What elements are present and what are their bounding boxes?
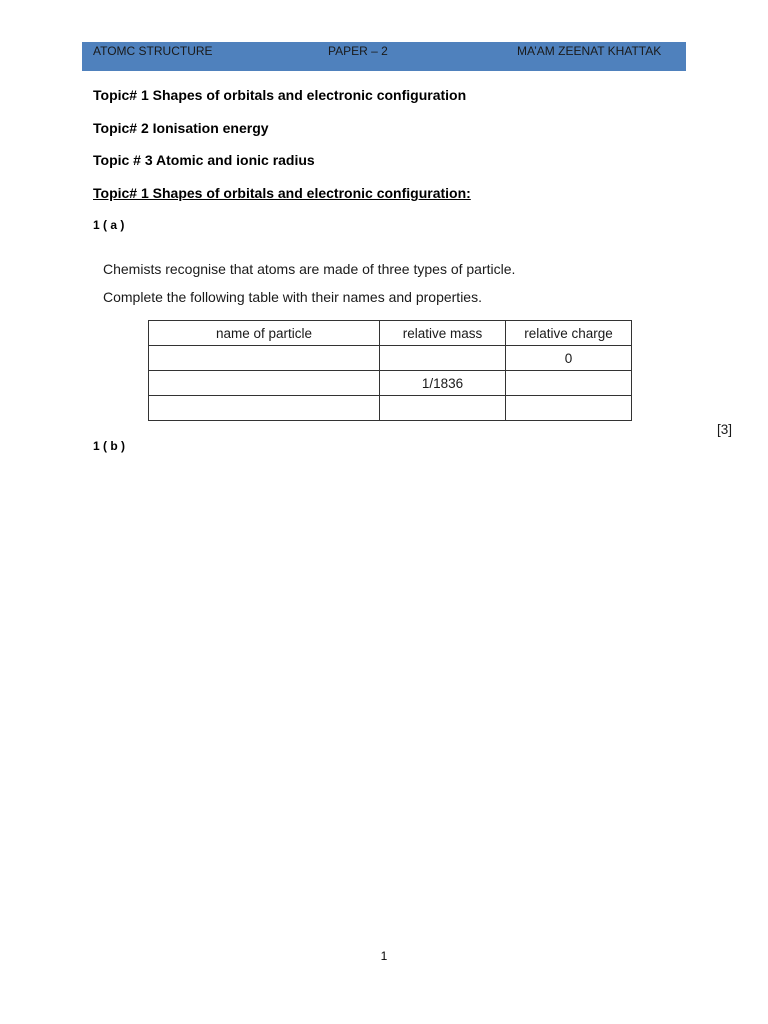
table-row [149,396,632,421]
table-cell: 0 [506,346,632,371]
answer-cell[interactable] [380,396,506,421]
table-header-cell: relative mass [380,321,506,346]
table-row [149,371,632,396]
header-paper: PAPER – 2 [328,44,388,58]
answer-cell[interactable] [506,371,632,396]
particle-table [148,320,632,421]
table-cell: 1/1836 [380,371,506,396]
question-1a-intro: Chemists recognise that atoms are made of three types of particle. [103,261,516,277]
answer-cell[interactable] [506,396,632,421]
question-1a-instruction: Complete the following table with their names and properties. [103,289,482,305]
answer-cell[interactable] [380,346,506,371]
section-heading: Topic# 1 Shapes of orbitals and electronic configuration: [93,185,471,201]
page-number: 1 [380,949,388,963]
question-1b-number: 1 ( b ) [93,439,125,453]
table-row [149,346,632,371]
table-header-cell: relative charge [506,321,632,346]
header-title: ATOMC STRUCTURE [93,44,213,58]
question-1a-number: 1 ( a ) [93,218,125,232]
table-header-cell: name of particle [149,321,380,346]
topic-2: Topic# 2 Ionisation energy [93,120,269,136]
answer-cell[interactable] [149,371,380,396]
answer-cell[interactable] [149,396,380,421]
topic-1: Topic# 1 Shapes of orbitals and electronic configuration [93,87,467,103]
topic-3: Topic # 3 Atomic and ionic radius [93,152,315,168]
answer-cell[interactable] [149,346,380,371]
marks-label: [3] [717,422,733,437]
header-teacher: MA’AM ZEENAT KHATTAK [517,44,662,58]
table-header-row [149,321,632,346]
